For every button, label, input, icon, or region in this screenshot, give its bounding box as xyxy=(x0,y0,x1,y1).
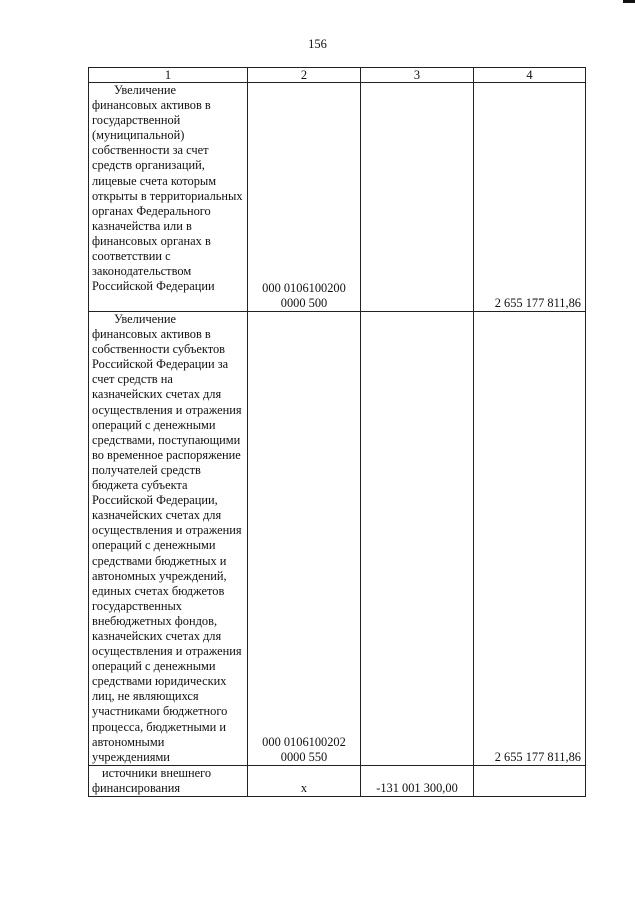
row-name-cell xyxy=(89,312,248,766)
row-col3-cell xyxy=(361,312,474,766)
row-name-text: Увеличение финансовых активов в государственной (муниципальной) собственности за счет средств организаций, лицевые счета которым открыты в территориальных органах Федерального казначейства или в финансовых органах в соответствии с законодательством Российской Федерации xyxy=(92,83,243,294)
row-amount-cell: 2 655 177 811,86 xyxy=(474,83,586,312)
row-amount-cell xyxy=(474,765,586,796)
row-col3-cell: -131 001 300,00 xyxy=(361,765,474,796)
row-code-cell: 000 0106100200 0000 500 xyxy=(248,83,361,312)
row-name-cell xyxy=(89,83,248,312)
scan-edge-mark xyxy=(623,0,635,3)
row-col3-cell xyxy=(361,83,474,312)
header-col-2: 2 xyxy=(248,68,361,83)
row-code-cell: x xyxy=(248,765,361,796)
page-number: 156 xyxy=(308,37,327,51)
table-row xyxy=(89,765,586,796)
row-code-cell: 000 0106100202 0000 550 xyxy=(248,312,361,766)
row-name-text: источники внешнего финансирования xyxy=(92,765,212,795)
row-amount-cell: 2 655 177 811,86 xyxy=(474,312,586,766)
header-col-3: 3 xyxy=(361,68,474,83)
header-col-1: 1 xyxy=(89,68,248,83)
header-col-4: 4 xyxy=(474,68,586,83)
table-row xyxy=(89,83,586,312)
budget-sources-table xyxy=(88,67,586,797)
table-header-row xyxy=(89,68,586,83)
table-row xyxy=(89,312,586,766)
row-name-cell xyxy=(89,765,248,796)
row-name-text: Увеличение финансовых активов в собственности субъектов Российской Федерации за счет средств на казначейских счетах для осуществления и отражения операций с денежными средствами, поступающими во временное распоряжение получателей средств бюджета субъекта Российской Федерации, казначейских счетах для осуществления и отражения операций с денежными средствами бюджетных и автономных учреждений, единых счетах бюджетов государственных внебюджетных фондов, казначейских счетах для осуществления и отражения операций с денежными средствами юридических лиц, не являющихся участниками бюджетного процесса, бюджетными и автономными учреждениями xyxy=(92,312,242,764)
